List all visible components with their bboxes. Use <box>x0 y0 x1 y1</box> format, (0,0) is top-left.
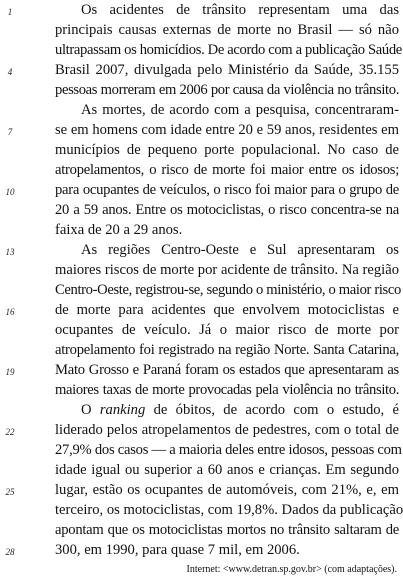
line-text <box>81 400 399 420</box>
line-text: 300, em 1990, para quase 7 mil, em 2006. <box>55 542 300 558</box>
line-text: pessoas morreram em 2006 por causa da violência no trânsito. <box>55 82 399 98</box>
line-text: se em homens com idade entre 20 e 59 anos, residentes em <box>55 122 399 138</box>
line-text: ocupantes de veículo. Já o maior risco de morte por <box>55 322 399 338</box>
line-text: maiores riscos de morte por acidente de trânsito. Na região <box>55 262 399 278</box>
line-text: liderado pelos atropelamentos de pedestres, com o total de <box>55 422 399 438</box>
line-number: 13 <box>5 247 15 257</box>
line-text: Brasil 2007, divulgada pelo Ministério da Saúde, 35.155 <box>55 62 399 78</box>
line-number: 10 <box>5 187 15 197</box>
line-number: 25 <box>5 487 15 497</box>
line-text-start: O <box>81 402 100 418</box>
text-line <box>0 420 403 440</box>
line-number: 7 <box>7 127 13 137</box>
text-line <box>0 520 403 540</box>
text-line <box>0 360 403 380</box>
ranking-emphasis: ranking <box>99 402 146 418</box>
text-line <box>0 0 403 20</box>
line-text: terceiro, os motociclistas, com 19,8%. Dados da publicação <box>55 502 403 518</box>
line-text: Centro-Oeste, registrou-se, segundo o ministério, o maior risco <box>55 282 401 298</box>
line-text: ultrapassam os homicídios. De acordo com a publicação Saúde <box>55 42 402 58</box>
text-line <box>0 300 403 320</box>
text-line <box>0 120 403 140</box>
line-text: atropelamentos, o risco de morte foi maior entre os idosos; <box>55 162 399 178</box>
line-text: As mortes, de acordo com a pesquisa, concentraram- <box>81 102 399 118</box>
line-text: idade igual ou superior a 60 anos e crianças. Em segundo <box>55 462 399 478</box>
line-number: 28 <box>5 547 15 557</box>
text-line <box>0 460 403 480</box>
text-line <box>0 340 403 360</box>
text-line <box>0 200 403 220</box>
line-text: Mato Grosso e Paraná foram os estados que apresentaram as <box>55 362 399 378</box>
line-text: faixa de 20 a 29 anos. <box>55 222 183 238</box>
text-line <box>0 40 403 60</box>
line-number: 16 <box>5 307 15 317</box>
line-number: 19 <box>5 367 15 377</box>
text-line <box>0 440 403 460</box>
line-text: 20 a 59 anos. Entre os motociclistas, o risco concentra-se na <box>55 202 399 218</box>
line-text: apontam que os motociclistas mortos no trânsito saltaram de <box>55 522 399 538</box>
line-text: Os acidentes de trânsito representam uma das <box>81 2 399 18</box>
line-number: 1 <box>7 7 13 17</box>
text-line <box>0 240 403 260</box>
line-text: As regiões Centro-Oeste e Sul apresentaram os <box>81 242 399 258</box>
text-line <box>0 260 403 280</box>
text-line <box>0 280 403 300</box>
text-line <box>0 400 403 420</box>
text-line <box>0 380 403 400</box>
text-line <box>0 80 403 100</box>
text-line <box>0 220 403 240</box>
text-line <box>0 140 403 160</box>
text-line <box>0 60 403 80</box>
line-text: maiores taxas de morte provocadas pela violência no trânsito. <box>55 382 399 398</box>
line-text-end: de óbitos, de acordo com o estudo, é <box>145 402 399 418</box>
line-number: 4 <box>7 67 13 77</box>
text-line <box>0 180 403 200</box>
text-line <box>0 500 403 520</box>
line-text: de morte para acidentes que envolvem motociclistas e <box>55 302 399 318</box>
text-line <box>0 160 403 180</box>
text-line <box>0 540 403 560</box>
line-text: atropelamento foi registrado na região Norte. Santa Catarina, <box>55 342 399 358</box>
text-line <box>0 100 403 120</box>
text-line <box>0 320 403 340</box>
text-line <box>0 20 403 40</box>
text-line <box>0 480 403 500</box>
line-text: para ocupantes de veículos, o risco foi maior para o grupo de <box>55 182 399 198</box>
line-text: lugar, estão os ocupantes de automóveis, com 21%, e, em <box>55 482 399 498</box>
line-text: principais causas externas de morte no Brasil — só não <box>55 22 399 38</box>
line-number: 22 <box>5 427 15 437</box>
line-text: municípios de pequeno porte populacional. No caso de <box>55 142 399 158</box>
line-text: 27,9% dos casos — a maioria deles entre idosos, pessoas com <box>55 442 402 458</box>
source-citation: Internet: <www.detran.sp.gov.br> (com adaptações). <box>186 564 397 575</box>
